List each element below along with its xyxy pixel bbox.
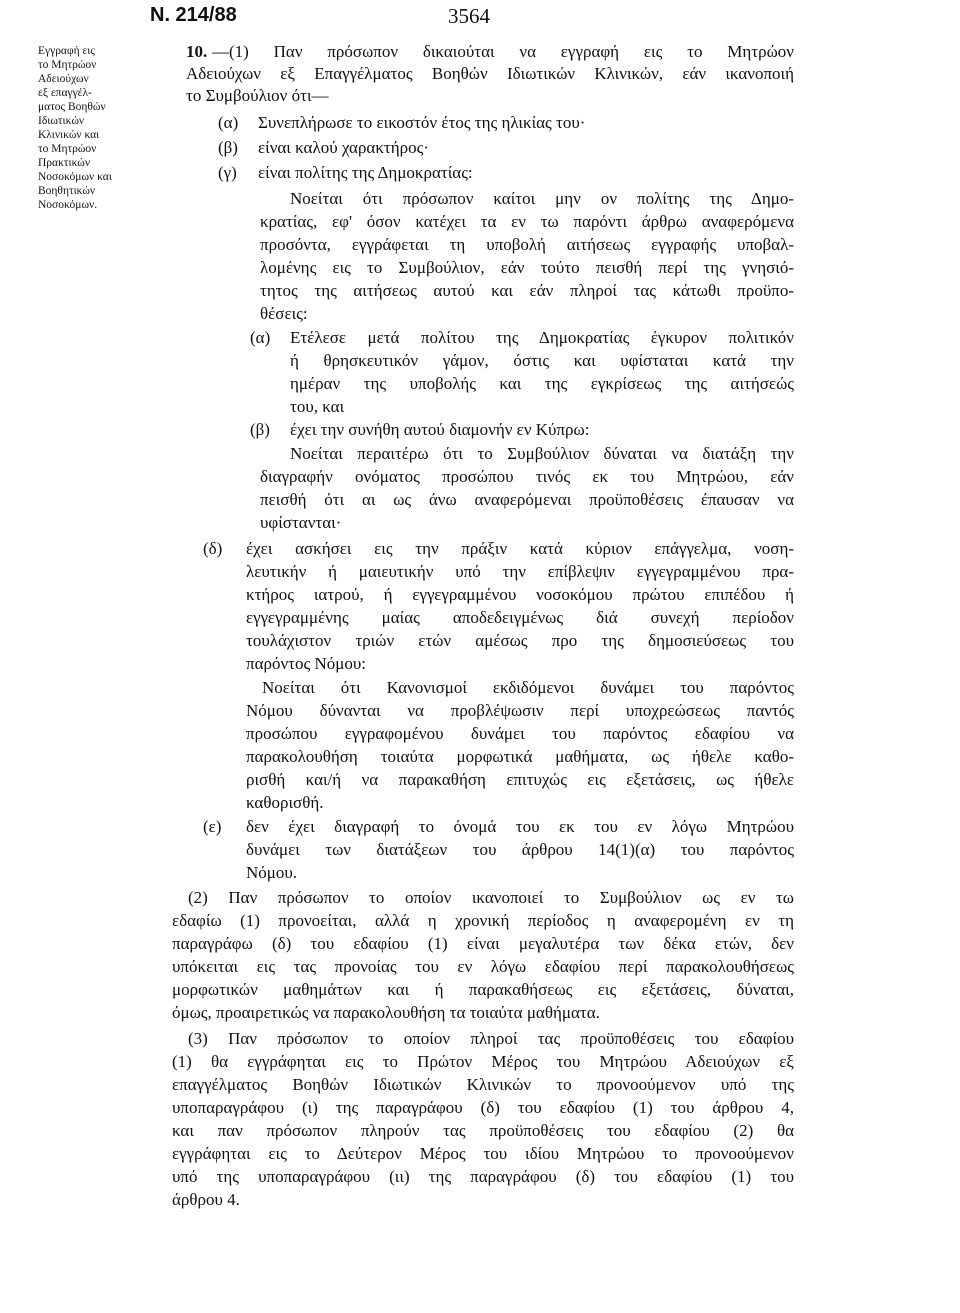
proviso-line: υφίστανται· [260,513,342,532]
marginal-note-line: το Μητρώον [38,59,97,71]
proviso-line: παρακολουθήση τοιαύτα μορφωτικά μαθήματα, ως ήθελε καθο- [246,747,794,766]
paragraph-2-line: όμως, προαιρετικώς να παρακολουθήση τα τοιαύτα μαθήματα. [172,1003,600,1022]
article-intro-line: —(1) Παν πρόσωπον δικαιούται να εγγραφή εις το Μητρώον [212,42,794,61]
proviso-line: Νοείται ότι πρόσωπον καίτοι μην ον πολίτης της Δημο- [290,189,794,208]
item-text: δυνάμει των διατάξεων του άρθρου 14(1)(α) του παρόντος [246,840,794,859]
item-label: (ε) [203,817,222,836]
proviso-line: θέσεις: [260,304,308,323]
article-intro-line: Αδειούχων εξ Επαγγέλματος Βοηθών Ιδιωτικών Κλινικών, εάν ικανοποιή [186,64,794,83]
proviso-line: λομένης εις το Συμβούλιον, εάν τούτο πεισθή περί της γνησιό- [260,258,794,277]
proviso-line: Νόμου δύνανται να προβλέψωσιν περί υποχρεώσεως παντός [246,701,794,720]
paragraph-2-line: (2) Παν πρόσωπον το οποίον ικανοποιεί το Συμβούλιον ως εν τω [188,888,794,907]
proviso-line: καθορισθή. [246,793,324,812]
article-intro-line: το Συμβούλιον ότι— [186,86,329,105]
paragraph-3-line: επαγγέλματος Βοηθών Ιδιωτικών Κλινικών το προνοούμενον υπό της [172,1075,794,1094]
paragraph-2-line: εδαφίω (1) προνοείται, αλλά η χρονική περίοδος η αναφερομένη εν τη [172,911,794,930]
sub-item-text: του, και [290,397,345,416]
marginal-note-line: Ιδιωτικών [38,115,85,127]
item-label: (β) [218,138,238,157]
paragraph-2-line: υπόκειται εις τας προνοίας του εν λόγω εδαφίου περί παρακολουθήσεως [172,957,794,976]
proviso-line: Νοείται περαιτέρω ότι το Συμβούλιον δύναται να διατάξη την [290,444,794,463]
sub-item-text: Ετέλεσε μετά πολίτου της Δημοκρατίας έγκυρον πολιτικόν [290,328,794,347]
paragraph-3-line: υπό της υποπαραγράφου (ιι) της παραγράφου (δ) του εδαφίου (1) του [172,1167,794,1186]
gazette-reference: N. 214/88 [150,4,237,26]
proviso-line: προσώπου εγγραφομένου δυνάμει του παρόντος εδαφίου να [246,724,794,743]
proviso-line: πεισθή ότι αι ως άνω αναφερόμεναι προϋποθέσεις έπαυσαν να [260,490,794,509]
paragraph-3-line: (1) θα εγγράφηται εις το Πρώτον Μέρος του Μητρώου Αδειούχων εξ [172,1052,794,1071]
marginal-note-line: Εγγραφή εις [38,45,95,57]
sub-item-label: (α) [250,328,271,347]
marginal-note-line: εξ επαγγέλ- [38,87,92,99]
marginal-note-line: Νοσοκόμων και [38,171,112,183]
paragraph-3-line: άρθρου 4. [172,1190,240,1209]
article-number: 10. [186,42,208,61]
item-text: εγγεγραμμένης μαίας αποδεδειγμένως διά συνεχή περίοδον [246,608,794,627]
proviso-line: Νοείται ότι Κανονισμοί εκδιδόμενοι δυνάμει του παρόντος [262,678,794,697]
proviso-line: προσόντα, εγγράφεται τη υποβολή αιτήσεως εγγραφής υποβαλ- [260,235,794,254]
sub-item-text: ή θρησκευτικόν γάμον, όστις και υφίσταται κατά την [290,351,794,370]
proviso-line: ρισθή και/ή να παρακαθήση επιτυχώς εις εξετάσεις, ως ήθελε [246,770,794,789]
item-text: έχει ασκήσει εις την πράξιν κατά κύριον επάγγελμα, νοση- [246,539,794,558]
sub-item-text: ημέραν της υποβολής και της εγκρίσεως της αιτήσεώς [290,374,794,393]
sub-item-text: έχει την συνήθη αυτού διαμονήν εν Κύπρω: [290,420,590,439]
paragraph-3-line: (3) Παν πρόσωπον το οποίον πληροί τας προϋποθέσεις του εδαφίου [188,1029,794,1048]
paragraph-3-line: υποπαραγράφου (ι) της παραγράφου (δ) του εδαφίου (1) του άρθρου 4, [172,1098,794,1117]
marginal-note-line: Αδειούχων [38,73,89,85]
item-text: κτήρος ιατρού, ή εγγεγραμμένου νοσοκόμου πρώτου επιπέδου ή [246,585,794,604]
item-label: (α) [218,113,239,132]
marginal-note-line: ματος Βοηθών [38,101,106,113]
item-text: παρόντος Νόμου: [246,654,367,673]
item-text: δεν έχει διαγραφή το όνομά του εκ του εν λόγω Μητρώου [246,817,794,836]
item-text: Νόμου. [246,863,298,882]
paragraph-3-line: εγγράφηται εις το Δεύτερον Μέρος του ιδίου Μητρώου το προνοούμενον [172,1144,794,1163]
paragraph-2-line: μορφωτικών μαθημάτων και ή παρακαθήσεως εις εξετάσεις, δύναται, [172,980,794,999]
item-text: Συνεπλήρωσε το εικοστόν έτος της ηλικίας του· [258,113,586,132]
marginal-note-line: Πρακτικών [38,157,91,169]
item-text: λευτικήν ή μαιευτικήν υπό την επίβλεψιν εγγεγραμμένου πρα- [246,562,794,581]
marginal-note-line: Βοηθητικών [38,185,96,197]
item-label: (γ) [218,163,237,182]
proviso-line: κρατίας, εφ' όσον κατέχει τα εν τω παρόντι άρθρω αναφερόμενα [260,212,794,231]
proviso-line: διαγραφήν ονόματος προσώπου τινός εκ του Μητρώου, εάν [260,467,794,486]
marginal-note-line: το Μητρώον [38,143,97,155]
item-label: (δ) [203,539,223,558]
proviso-line: τητος της αιτήσεως αυτού και εάν πληροί τας κάτωθι προϋπο- [260,281,794,300]
paragraph-2-line: παραγράφω (δ) του εδαφίου (1) είναι μεγαλυτέρα των δέκα ετών, δεν [172,934,794,953]
paragraph-3-line: και παν πρόσωπον πληρούν τας προϋποθέσεις του εδαφίου (2) θα [172,1121,794,1140]
item-text: είναι πολίτης της Δημοκρατίας: [258,163,473,182]
item-text: τουλάχιστον τριών ετών αμέσως προ της δημοσιεύσεως του [246,631,794,650]
sub-item-label: (β) [250,420,270,439]
marginal-note-line: Κλινικών και [38,129,100,141]
marginal-note-line: Νοσοκόμων. [38,199,98,211]
page-number: 3564 [448,4,490,28]
item-text: είναι καλού χαρακτήρος· [258,138,429,157]
